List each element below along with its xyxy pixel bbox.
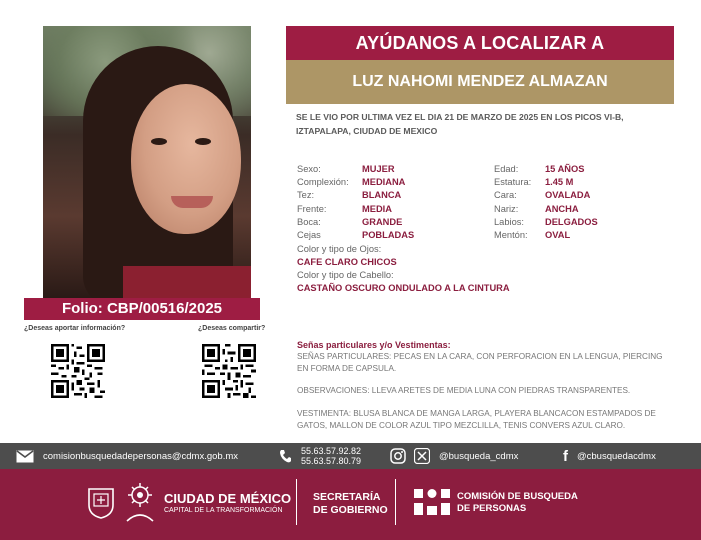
trait-value: POBLADAS: [362, 230, 415, 240]
trait-value: GRANDE: [362, 217, 403, 227]
contact-phone-1[interactable]: 55.63.57.92.82: [301, 446, 362, 456]
senas-title: Señas particulares y/o Vestimentas:: [297, 340, 451, 350]
x-twitter-icon[interactable]: [414, 448, 430, 464]
trait-value: DELGADOS: [545, 217, 598, 227]
vestimenta-text: VESTIMENTA: BLUSA BLANCA DE MANGA LARGA, PLAYERA BLANCACON ESTAMPADOS DE GATOS, MALLON DE COLOR AZUL TIPO MEZCLILLA, TENIS CONVERS AZUL CLARO.: [297, 409, 656, 430]
city-title: CIUDAD DE MÉXICO: [164, 491, 292, 506]
footer-divider: [296, 479, 297, 525]
qr-info-label: ¿Deseas aportar información?: [24, 325, 126, 332]
city-subtitle: CAPITAL DE LA TRANSFORMACIÓN: [164, 507, 283, 514]
contact-email[interactable]: comisionbusquedadepersonas@cdmx.gob.mx: [43, 450, 239, 462]
eyes-label: Color y tipo de Ojos:: [297, 244, 382, 254]
person-name-banner: LUZ NAHOMI MENDEZ ALMAZAN: [286, 60, 674, 104]
hair-value: CASTAÑO OSCURO ONDULADO A LA CINTURA: [297, 283, 510, 293]
contact-phone-2[interactable]: 55.63.57.80.79: [301, 456, 362, 466]
facebook-icon[interactable]: f: [563, 447, 568, 465]
trait-value: OVALADA: [545, 190, 591, 200]
hair-label: Color y tipo de Cabello:: [297, 270, 394, 280]
trait-row: Cejas: [297, 230, 321, 240]
twitter-handle[interactable]: @busqueda_cdmx: [439, 450, 519, 462]
instagram-icon[interactable]: [390, 448, 406, 464]
missing-person-photo: [43, 26, 251, 298]
mail-icon: [16, 450, 34, 463]
trait-row: Mentón:: [494, 230, 528, 240]
secretaria-line-2: DE GOBIERNO: [313, 504, 388, 516]
cdmx-emblem-icon: [123, 481, 157, 530]
last-seen-text: SE LE VIO POR ULTIMA VEZ EL DIA 21 DE MARZO DE 2025 EN LOS PICOS VI-B, IZTAPALAPA, CIUDAD DE MEXICO: [296, 112, 624, 136]
trait-row: Nariz:: [494, 204, 519, 214]
facebook-handle[interactable]: @cbusquedacdmx: [577, 450, 656, 462]
trait-row: Frente:: [297, 204, 327, 214]
trait-row: Complexión:: [297, 177, 349, 187]
trait-value: ANCHA: [545, 204, 579, 214]
trait-row: Cara:: [494, 190, 517, 200]
footer-divider: [395, 479, 396, 525]
eyes-value: CAFE CLARO CHICOS: [297, 257, 397, 267]
trait-value: 15 AÑOS: [545, 164, 585, 174]
trait-value: MEDIA: [362, 204, 392, 214]
folio-label: Folio: CBP/00516/2025: [24, 298, 260, 320]
phone-icon: [279, 449, 292, 464]
observaciones-text: OBSERVACIONES: LLEVA ARETES DE MEDIA LUNA CON PIEDRAS TRANSPARENTES.: [297, 386, 631, 395]
footer-bar: [0, 469, 701, 540]
cdmx-shield-icon: [87, 487, 115, 524]
trait-row: Edad:: [494, 164, 519, 174]
trait-value: OVAL: [545, 230, 571, 240]
trait-value: BLANCA: [362, 190, 402, 200]
comision-line-2: DE PERSONAS: [457, 503, 527, 514]
qr-share-label: ¿Deseas compartir?: [198, 325, 266, 332]
senas-particulares: SEÑAS PARTICULARES: PECAS EN LA CARA, CON PERFORACION EN LA LENGUA, PIERCING EN FORMA DE CAPSULA.: [297, 352, 663, 373]
trait-row: Tez:: [297, 190, 315, 200]
trait-value: MUJER: [362, 164, 395, 174]
trait-value: MEDIANA: [362, 177, 406, 187]
qr-code-info[interactable]: [51, 344, 105, 398]
headline-banner: AYÚDANOS A LOCALIZAR A: [286, 26, 674, 60]
secretaria-line-1: SECRETARÍA: [313, 491, 381, 503]
contact-bar: [0, 443, 701, 469]
qr-code-share[interactable]: [202, 344, 256, 398]
trait-row: Boca:: [297, 217, 321, 227]
trait-row: Estatura:: [494, 177, 532, 187]
comision-logo-icon: [414, 489, 450, 520]
trait-value: 1.45 M: [545, 177, 574, 187]
trait-row: Labios:: [494, 217, 524, 227]
comision-line-1: COMISIÓN DE BUSQUEDA: [457, 491, 578, 502]
trait-row: Sexo:: [297, 164, 321, 174]
